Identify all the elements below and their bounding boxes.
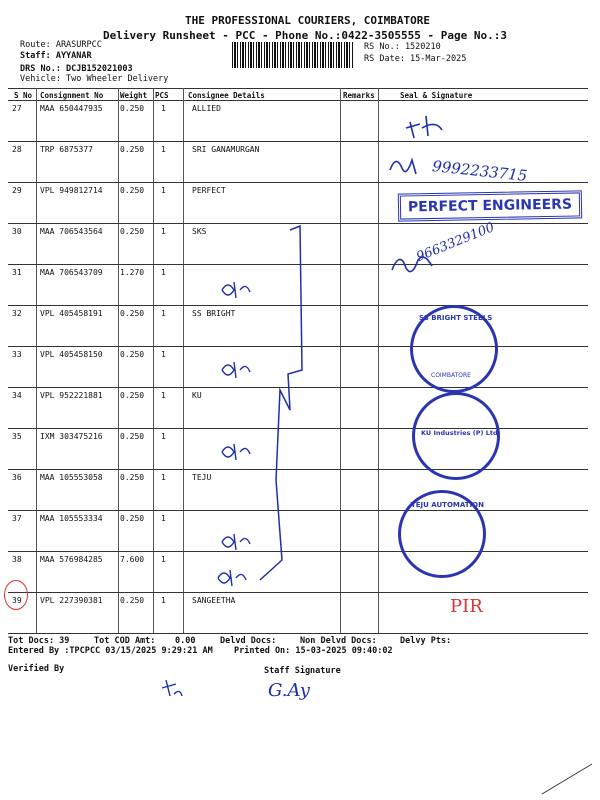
delivered-docs: Delvd Docs: — [220, 636, 277, 646]
col-header-consignee: Consignee Details — [188, 91, 265, 100]
row-weight: 0.250 — [120, 391, 145, 400]
row-weight: 0.250 — [120, 350, 145, 359]
col-header-consignment: Consignment No — [40, 91, 104, 100]
row-weight: 0.250 — [120, 227, 145, 236]
row-consignee: SKS — [192, 227, 207, 236]
row-sno: 27 — [12, 104, 22, 113]
row-consignment-no: MAA 706543564 — [40, 227, 103, 236]
corner-pen-mark — [540, 760, 596, 796]
row-consignee: SS BRIGHT — [192, 309, 236, 318]
row-sno: 28 — [12, 145, 22, 154]
row-consignment-no: MAA 105553058 — [40, 473, 103, 482]
row-consignment-no: VPL 227390381 — [40, 596, 103, 605]
row-sno: 34 — [12, 391, 22, 400]
verified-by: Verified By — [8, 664, 65, 674]
row-sno: 38 — [12, 555, 22, 564]
row-weight: 0.250 — [120, 186, 145, 195]
vehicle-label: Vehicle: Two Wheeler Delivery — [20, 74, 169, 84]
teju-stamp-text: TEJU AUTOMATION — [411, 501, 484, 509]
row-consignment-no: MAA 576984285 — [40, 555, 103, 564]
total-docs: Tot Docs: 39 — [8, 636, 70, 646]
entered-by: Entered By :TPCPCC 03/15/2025 9:29:21 AM — [8, 646, 213, 656]
row-weight: 0.250 — [120, 473, 145, 482]
row-sno: 29 — [12, 186, 22, 195]
staff-signature-label: Staff Signature — [264, 666, 341, 676]
table-header-rule — [8, 100, 588, 101]
ditto-marks-bracket — [200, 220, 310, 600]
col-header-seal: Seal & Signature — [400, 91, 473, 100]
route-label: Route: ARASURPCC — [20, 40, 102, 50]
row-pcs: 1 — [161, 432, 166, 441]
ku-stamp-text: KU Industries (P) Ltd. — [421, 429, 501, 437]
rs-date: RS Date: 15-Mar-2025 — [364, 54, 467, 64]
row-pcs: 1 — [161, 555, 166, 564]
perfect-engineers-stamp: PERFECT ENGINEERS — [398, 190, 582, 221]
ss-bright-stamp — [410, 305, 498, 393]
non-delivered-docs: Non Delvd Docs: — [300, 636, 377, 646]
row-sno: 37 — [12, 514, 22, 523]
row-pcs: 1 — [161, 514, 166, 523]
row-pcs: 1 — [161, 473, 166, 482]
row-sno: 32 — [12, 309, 22, 318]
row-consignee: PERFECT — [192, 186, 226, 195]
row-pcs: 1 — [161, 391, 166, 400]
row-weight: 0.250 — [120, 514, 145, 523]
col-header-sno: S No — [14, 91, 33, 100]
row31-phone: 9663329100 — [414, 220, 497, 265]
row-consignment-no: MAA 706543709 — [40, 268, 103, 277]
row-consignment-no: VPL 952221881 — [40, 391, 103, 400]
staff-signature: G.Ay — [268, 680, 310, 701]
row-sno: 35 — [12, 432, 22, 441]
ku-industries-stamp — [412, 392, 500, 480]
row-consignment-no: VPL 405458150 — [40, 350, 103, 359]
row-pcs: 1 — [161, 145, 166, 154]
row-consignment-no: VPL 405458191 — [40, 309, 103, 318]
ss-bright-stamp-text: SS BRIGHT STEELS — [419, 314, 493, 322]
row-pcs: 1 — [161, 309, 166, 318]
staff-label: Staff: AYYANAR — [20, 51, 92, 61]
row-consignee: SRI GANAMURGAN — [192, 145, 260, 154]
row-sno: 39 — [12, 596, 22, 605]
ss-bright-stamp-city: COIMBATORE — [431, 372, 471, 379]
verifier-signature — [160, 676, 186, 700]
row-sno: 30 — [12, 227, 22, 236]
row-sno: 33 — [12, 350, 22, 359]
row-weight: 1.270 — [120, 268, 145, 277]
row-pcs: 1 — [161, 268, 166, 277]
row-consignee: SANGEETHA — [192, 596, 236, 605]
row-weight: 7.600 — [120, 555, 145, 564]
row-pcs: 1 — [161, 227, 166, 236]
row-consignment-no: MAA 650447935 — [40, 104, 103, 113]
row28-signature — [386, 150, 426, 180]
row-pcs: 1 — [161, 104, 166, 113]
row-sno: 36 — [12, 473, 22, 482]
row28-phone: 9992233715 — [431, 157, 529, 185]
rs-number: RS No.: 1520210 — [364, 42, 441, 52]
barcode — [232, 42, 354, 68]
row39-red-circle — [4, 580, 28, 610]
row39-pir-note: PIR — [450, 596, 483, 617]
drs-label: DRS No.: DCJB152021003 — [20, 64, 133, 74]
table-bottom-rule — [8, 633, 588, 634]
row-consignment-no: IXM 303475216 — [40, 432, 103, 441]
row-consignment-no: MAA 105553334 — [40, 514, 103, 523]
company-name: THE PROFESSIONAL COURIERS, COIMBATORE — [185, 14, 431, 27]
row-consignee: KU — [192, 391, 202, 400]
printed-on: Printed On: 15-03-2025 09:40:02 — [234, 646, 393, 656]
teju-automation-stamp — [398, 490, 486, 578]
col-header-pcs: PCS — [155, 91, 169, 100]
row-pcs: 1 — [161, 350, 166, 359]
col-header-weight: Weight — [120, 91, 148, 100]
runsheet-title: Delivery Runsheet - PCC - Phone No.:0422-3505555 - Page No.:3 — [103, 29, 507, 42]
row-weight: 0.250 — [120, 145, 145, 154]
col-header-remarks: Remarks — [343, 91, 375, 100]
row-weight: 0.250 — [120, 104, 145, 113]
row-pcs: 1 — [161, 596, 166, 605]
row-weight: 0.250 — [120, 432, 145, 441]
total-cod-value: 0.00 — [175, 636, 196, 646]
table-top-rule — [8, 88, 588, 89]
row27-signature — [402, 110, 462, 140]
row-consignee: ALLIED — [192, 104, 221, 113]
total-cod-label: Tot COD Amt: — [94, 636, 156, 646]
row-consignment-no: VPL 949812714 — [40, 186, 103, 195]
delivery-points: Delvy Pts: — [400, 636, 452, 646]
row-weight: 0.250 — [120, 309, 145, 318]
row-weight: 0.250 — [120, 596, 145, 605]
row-rule — [8, 141, 588, 142]
row-sno: 31 — [12, 268, 22, 277]
row-consignment-no: TRP 6875377 — [40, 145, 93, 154]
row-pcs: 1 — [161, 186, 166, 195]
row-consignee: TEJU — [192, 473, 212, 482]
